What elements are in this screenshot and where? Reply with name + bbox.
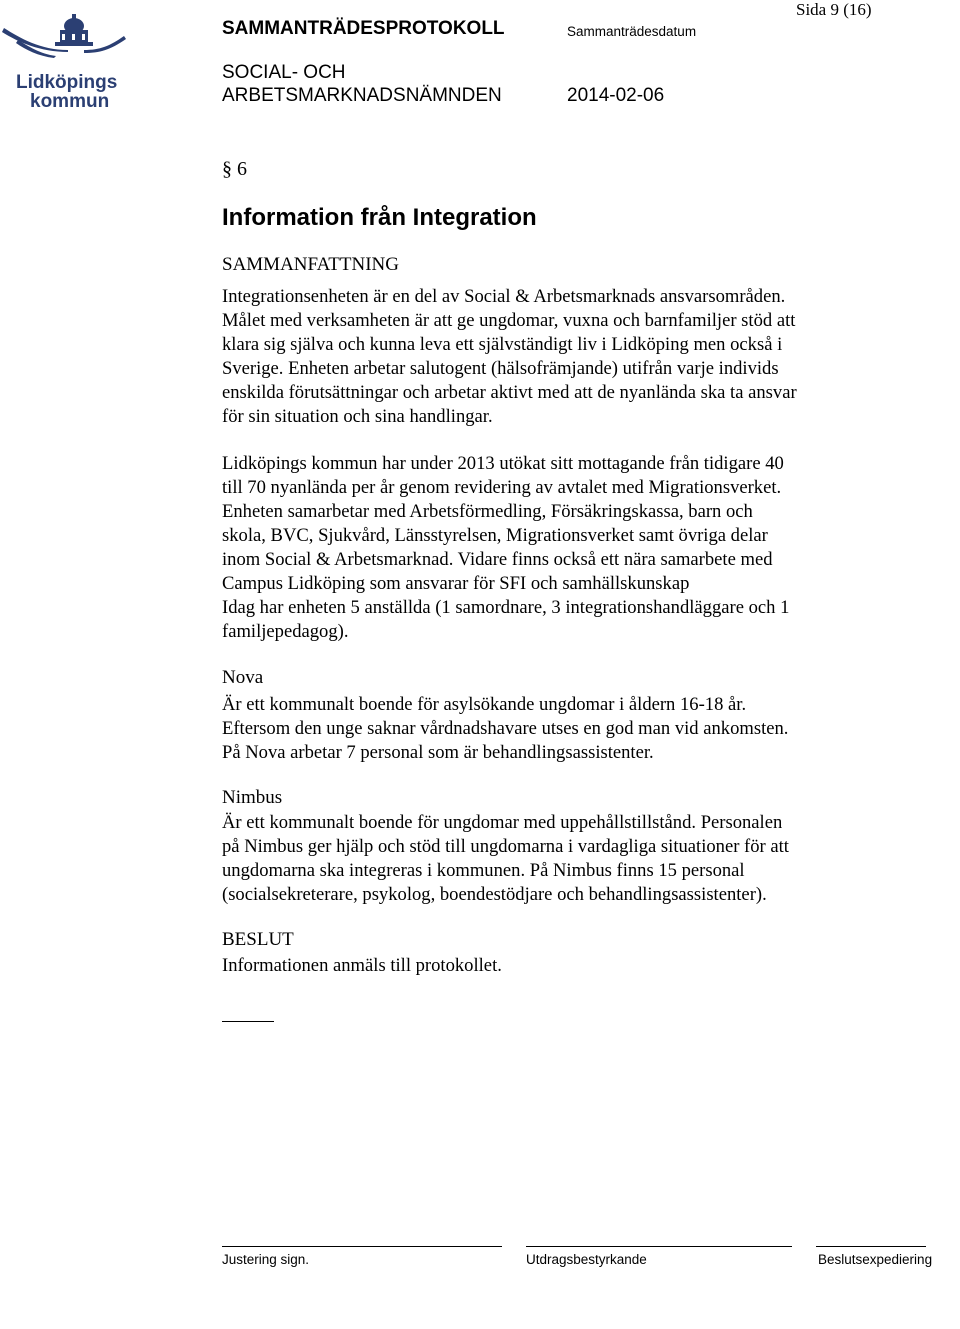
page-number: Sida 9 (16) (796, 0, 872, 19)
footer-expediering-label: Beslutsexpediering (818, 1252, 933, 1267)
section-number: § 6 (222, 158, 247, 180)
summary-heading: SAMMANFATTNING (222, 254, 399, 275)
text-line: Är ett kommunalt boende för ungdomar med uppehållstillstånd. Personalen (222, 812, 783, 833)
municipality-logo (0, 6, 130, 110)
text-line: (socialsekreterare, psykolog, boendestödjare och behandlingsassistenter). (222, 884, 767, 905)
committee-name-line1: SOCIAL- OCH (222, 62, 346, 83)
summary-paragraph (222, 285, 922, 429)
footer-utdrag-label: Utdragsbestyrkande (526, 1252, 647, 1267)
text-line: På Nova arbetar 7 personal som är behandlingsassistenter. (222, 742, 654, 763)
meeting-date: 2014-02-06 (567, 85, 665, 106)
decision-text: Informationen anmäls till protokollet. (222, 955, 502, 976)
text-line: enskilda förutsättningar och arbetar aktivt med att de nyanlända ska ta ansvar (222, 382, 797, 403)
text-line: skola, BVC, Sjukvård, Länsstyrelsen, Migrationsverket samt övriga delar (222, 525, 768, 546)
committee-name-line2: ARBETSMARKNADSNÄMNDEN (222, 85, 502, 106)
text-line: Integrationsenheten är en del av Social & Arbetsmarknads ansvarsområden. (222, 286, 786, 307)
text-line: till 70 nyanlända per år genom revidering av avtalet med Migrationsverket. (222, 477, 782, 498)
logo-text-line2: kommun (30, 91, 110, 110)
footer-justering-label: Justering sign. (222, 1252, 310, 1267)
text-line: familjepedagog). (222, 621, 349, 642)
text-line: för sin situation och sina handlingar. (222, 406, 493, 427)
protocol-title: SAMMANTRÄDESPROTOKOLL (222, 18, 505, 39)
text-line: inom Social & Arbetsmarknad. Vidare finns också ett nära samarbete med (222, 549, 773, 570)
text-line: ungdomarna ska integreras i kommunen. På Nimbus finns 15 personal (222, 860, 745, 881)
text-line: Målet med verksamheten är att ge ungdomar, vuxna och barnfamiljer stöd att (222, 310, 796, 331)
logo-text-line1: Lidköpings (16, 72, 118, 93)
section-title: Information från Integration (222, 204, 537, 231)
details-paragraph (222, 452, 922, 644)
text-line: klara sig själva och kunna leva ett självständigt liv i Lidköping men också i (222, 334, 783, 355)
signature-line (222, 1246, 502, 1247)
text-line: Är ett kommunalt boende för asylsökande ungdomar i åldern 16-18 år. (222, 694, 747, 715)
signature-line (526, 1246, 792, 1247)
text-line: Lidköpings kommun har under 2013 utökat sitt mottagande från tidigare 40 (222, 453, 784, 474)
text-line: Idag har enheten 5 anställda (1 samordnare, 3 integrationshandläggare och 1 (222, 597, 790, 618)
end-rule (222, 1021, 274, 1022)
meeting-date-label: Sammanträdesdatum (567, 24, 697, 39)
nova-paragraph (222, 693, 922, 765)
text-line: Eftersom den unge saknar vårdnadshavare utses en god man vid ankomsten. (222, 718, 789, 739)
nimbus-heading: Nimbus (222, 787, 283, 808)
nimbus-paragraph (222, 811, 922, 907)
castle-emblem-icon (2, 14, 126, 58)
text-line: Sverige. Enheten arbetar salutogent (hälsofrämjande) utifrån varje individs (222, 358, 779, 379)
text-line: Enheten samarbetar med Arbetsförmedling, Försäkringskassa, barn och (222, 501, 753, 522)
text-line: på Nimbus ger hjälp och stöd till ungdomarna i vardagliga situationer för att (222, 836, 789, 857)
text-line: Campus Lidköping som ansvarar för SFI och samhällskunskap (222, 573, 690, 594)
signature-line (816, 1246, 926, 1247)
decision-heading: BESLUT (222, 929, 294, 950)
nova-heading: Nova (222, 667, 264, 688)
